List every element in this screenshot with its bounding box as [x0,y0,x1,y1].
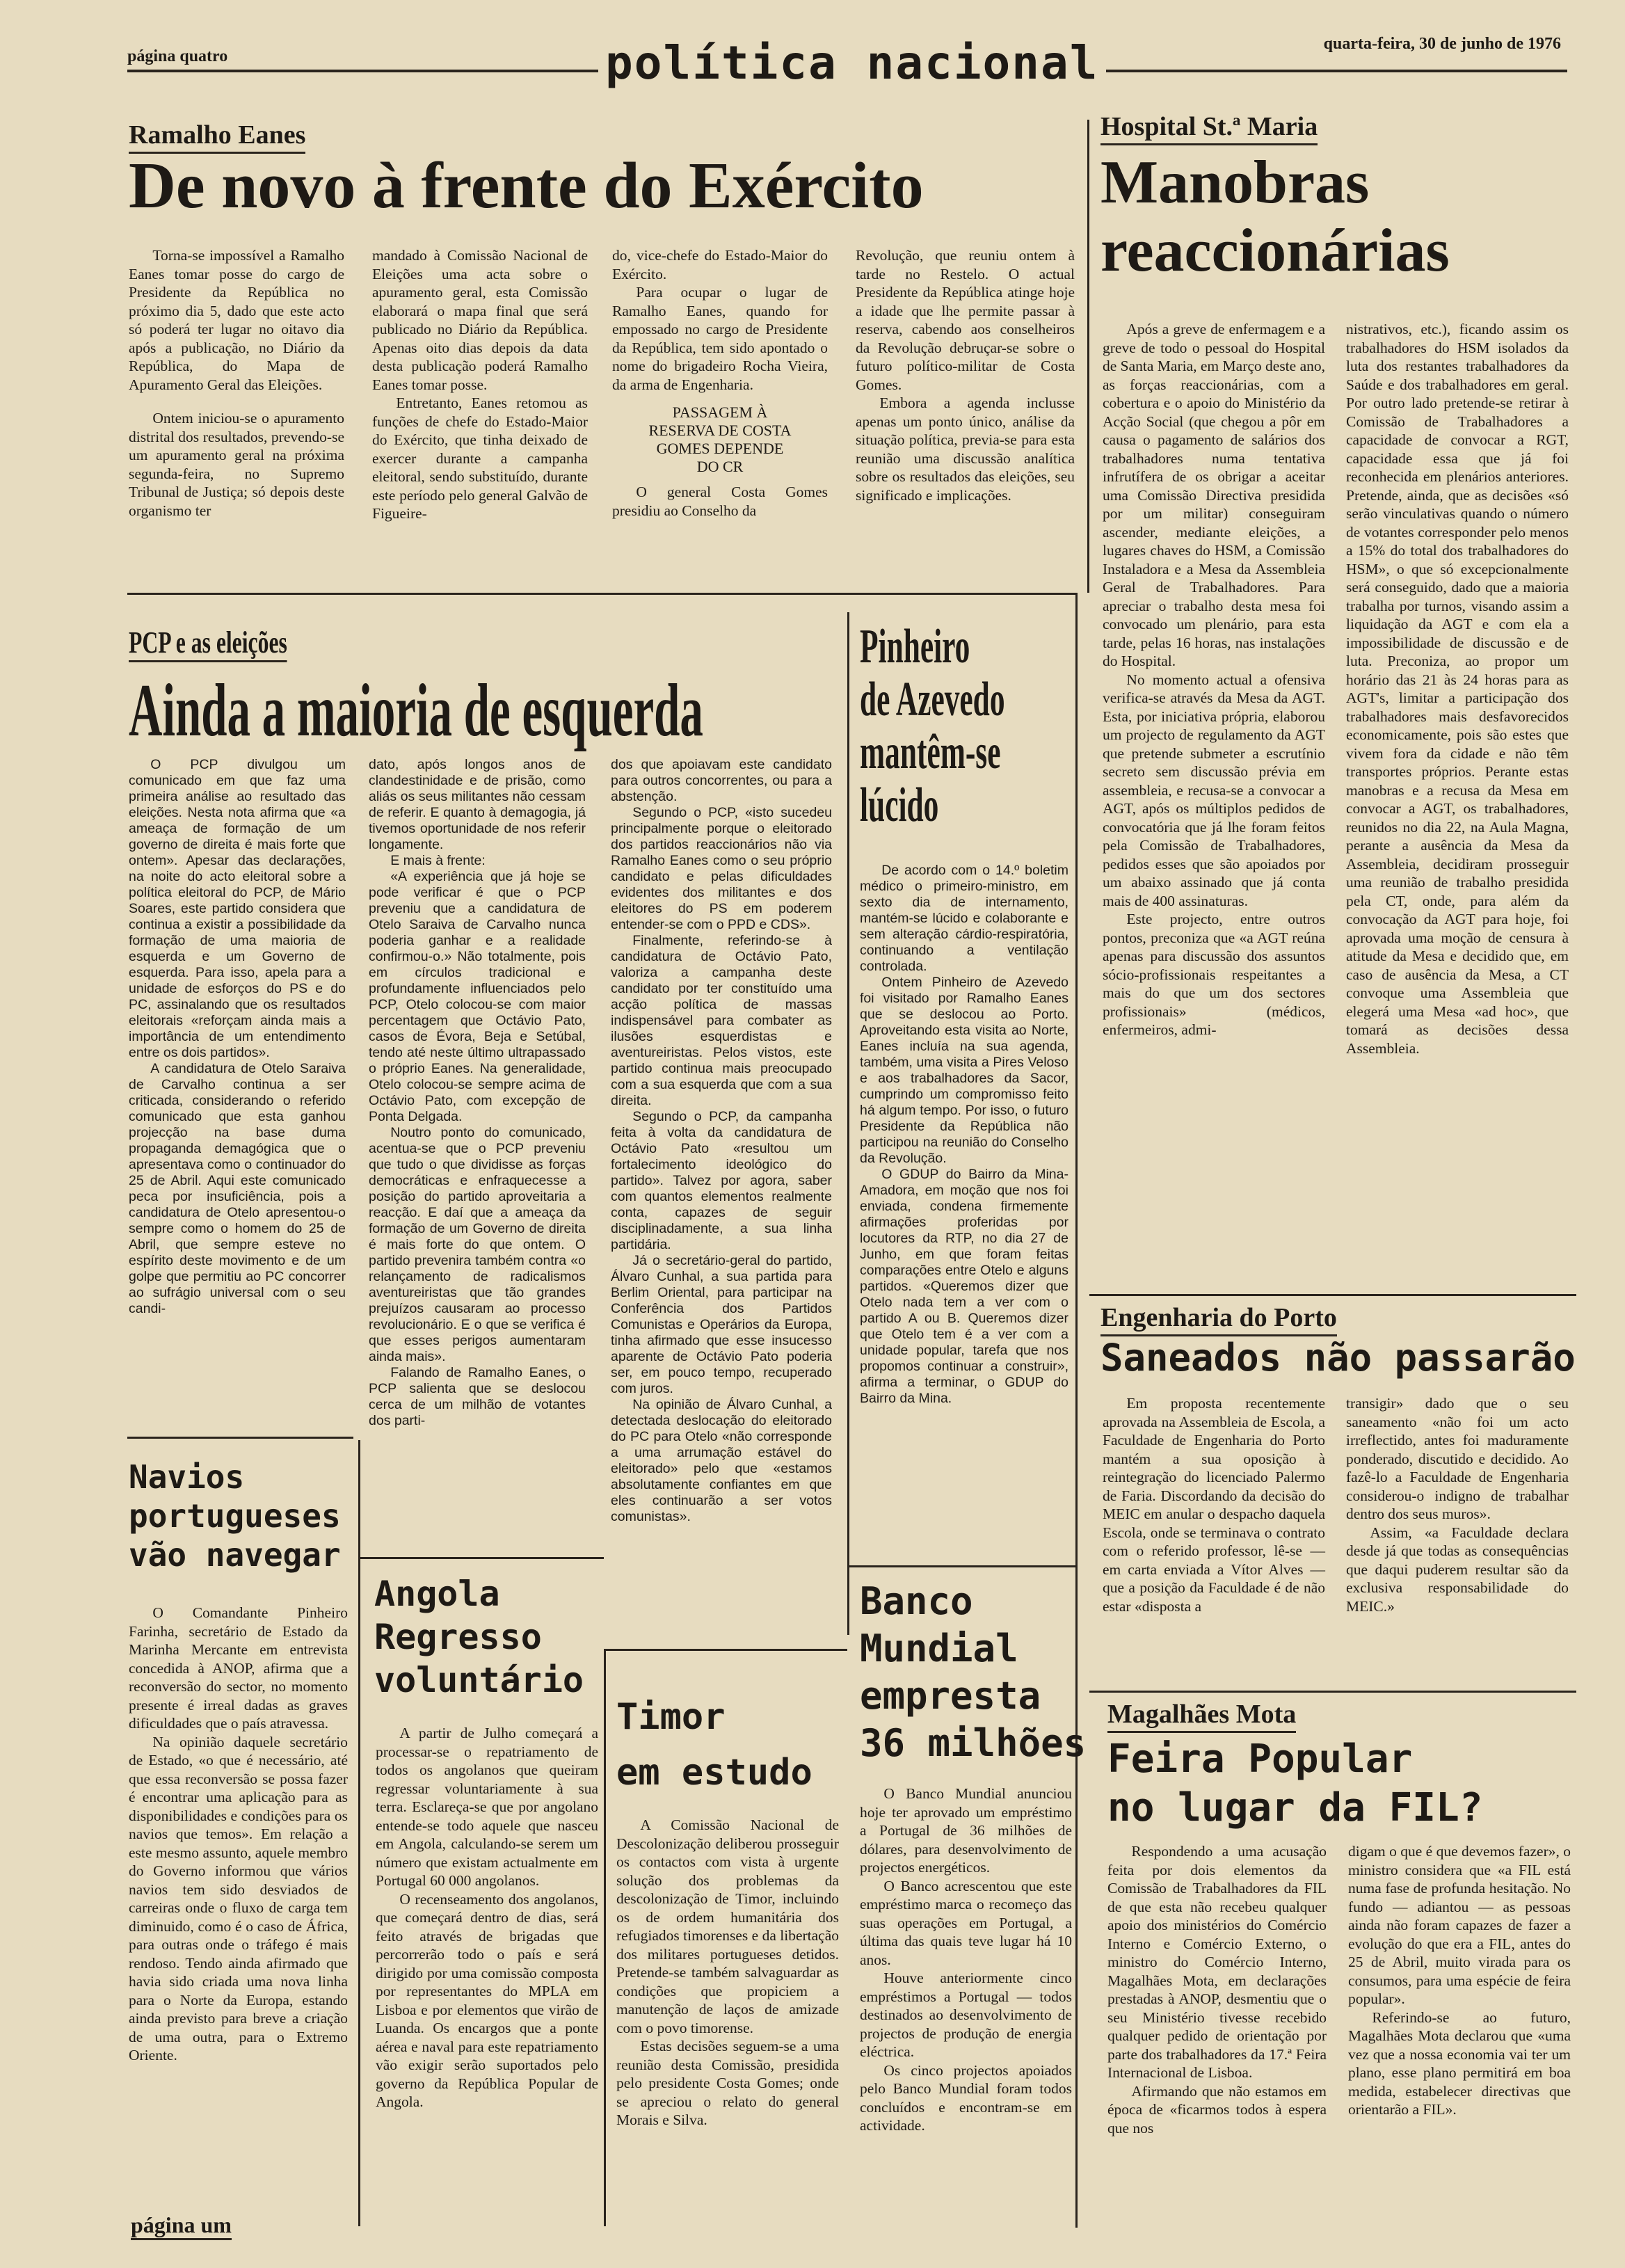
article-column: Respondendo a uma acusação feita por dois elementos da Comissão de Trabalhadores da FIL de que esta não recebeu qualquer apoio dos ministérios do Comércio Interno e Comércio Externo, o ministro do Comércio Interno, Magalhães Mota, em declarações prestadas à ANOP, desmentiu que o seu Ministério tivesse recebido qualquer pedido de orientação por parte dos trabalhadores da 17.ª Feira Internacional de Lisboa. Afirmando que não estamos em época de «ficarmos todos à espera que nos [1107,1843,1327,2137]
section-divider [127,593,1077,595]
article-column: O PCP divulgou um comunicado em que faz uma primeira análise ao resultado das eleições. Nesta nota afirma que «a ameaça de formação de um governo de direita é mais forte que ontem». Apesar das declarações, na noite do acto eleitoral sobre a política eleitoral do PCP, de Mário Soares, este partido considera que continua a existir a possibilidade da formação de uma maioria de esquerda e um Governo de esquerda. Para isso, apela para a unidade de esforços do PS e do PC, assinalando que os resultados eleitorais «reforçam ainda mais a importância de um entendimento entre os dois partidos». A candidatura de Otelo Saraiva de Carvalho continua a ser criticada, considerando o referido comunicado que esta ganhou projecção na base duma propaganda demagógica que o apresentava como o continuador do 25 de Abril. Aqui este comunicado peca por insuficiência, pois a candidatura de Otelo apresentou-o sempre como o homem do 25 de Abril, que sempre esteve no espírito deste movimento e de um golpe que permitiu ao PC concorrer ao sufrágio universal com o seu candi- [129,757,346,1316]
section-divider [604,1649,847,1651]
article-headline: Pinheiro de Azevedo mantêm-se lúcido [860,620,1005,832]
column-divider [847,612,849,1635]
article-kicker: PCP e as eleições [129,625,287,662]
article-column: O Comandante Pinheiro Farinha, secretário de Estado da Marinha Mercante em entrevista concedida à ANOP, afirma que a reconversão do sector, no momento presente é irreal dadas as graves dificuldades que o país atravessa. Na opinião daquele secretário de Estado, «o que é necessário, até que essa reconversão se possa fazer é encontrar uma aplicação para as disponibilidades e condições para os navios que temos». Em relação a este mesmo assunto, aquele membro do Governo informou que vários navios tem sido desviados de carreiras onde o fluxo de carga tem diminuido, como é o caso de África, para outras onde o tráfego é mais rendoso. Tendo ainda afirmado que havia sido criada uma nova linha para o Norte da Europa, estando ainda previsto para breve a criação de uma outra, para o Extremo Oriente. [129,1604,348,2063]
section-divider [127,1437,353,1439]
page-number-label: página quatro [127,47,228,65]
section-masthead: política nacional [598,36,1106,90]
article-headline: Feira Popular no lugar da FIL? [1107,1736,1483,1830]
article-headline: Navios portugueses vão navegar [129,1458,341,1574]
section-divider [847,1565,1077,1567]
article-column: transigir» dado que o seu saneamento «não foi um acto irreflectido, antes foi maduramente ponderado, discutido e decidido. Ao fazê-lo a Faculdade de Engenharia considerou-o indigno de trabalhar dentro dos seus muros». Assim, «a Faculdade declara desde já que todas as consequências que daqui puderem resultar são da exclusiva responsabilidade do MEIC.» [1346,1395,1569,1615]
footer-page-link: página um [131,2212,232,2240]
column-divider [604,1649,606,2226]
article-headline: Saneados não passarão [1100,1336,1576,1380]
article-column: Após a greve de enfermagem e a greve de todo o pessoal do Hospital de Santa Maria, em Março deste ano, as forças reaccionárias, com a cobertura e o apoio do Ministério da Acção Social (que chegou a pôr em causa o pagamento de salários dos trabalhadores numa tentativa infrutífera de os obrigar a aceitar uma Comissão Directiva presidida por um militar) conseguiram ascender, mediante eleições, a lugares chaves do HSM, a Comissão Instaladora e a Mesa da Assembleia Geral de Trabalhadores. Para apreciar o trabalho desta mesa foi convocado um plenário, para esta tarde, pelas 16 horas, nas instalações do Hospital. No momento actual a ofensiva verifica-se através da Mesa da AGT. Esta, por iniciativa própria, elaborou um projecto de regulamento da AGT que pretende submeter a escrutínio secreto sem discussão prévia em assembleia, e recusa-se a convocar a AGT, após os múltiplos pedidos de convocatória que já lhe foram feitos pela Comissão de Trabalhadores, pedidos esses que são apoiados por um abaixo assinado que já conta mais de 400 assinaturas. Este projecto, entre outros pontos, preconiza que «a AGT reúna apenas para discussão dos assuntos sócio-profissionais respeitantes a mais do que um dos sectores profissionais» (médicos, enfermeiros, admi- [1103,321,1325,1038]
article-column: A partir de Julho começará a processar-se o repatriamento de todos os angolanos que queiram regressar voluntariamente à sua terra. Esclareça-se que por angolano entende-se todo aquele que nasceu em Angola, calculando-se serem um número que existam actualmente em Portugal 60 000 angolanos. O recenseamento dos angolanos, que começará dentro de dias, será feito através de brigadas que percorrerão todo o país e será dirigido por uma comissão composta por representantes do MPLA em Lisboa e por elementos que virão de Luanda. Os encargos que a ponte aérea e naval para este repatriamento vão exigir serão suportados pelo governo da República Popular de Angola. [376,1725,598,2110]
article-column: mandado à Comissão Nacional de Eleições uma acta sobre o apuramento geral, esta Comissão elaborará o mapa final que será publicado no Diário da República. Apenas oito dias depois da data desta publicação poderá Ramalho Eanes tomar posse. Entretanto, Eanes retomou as funções de chefe do Estado-Maior do Exército, que tinha deixado de exercer durante a campanha eleitoral, sendo substituído, durante este período pelo general Galvão de Figueire- [372,247,588,522]
article-kicker: Engenharia do Porto [1100,1302,1337,1336]
column-divider [1087,120,1089,593]
article-column: De acordo com o 14.º boletim médico o primeiro-ministro, em sexto dia de internamento, mantém-se lúcido e colaborante e sem alteração cárdio-respiratória, continuando a ventilação controlada. Ontem Pinheiro de Azevedo foi visitado por Ramalho Eanes que se deslocou ao Porto. Aproveitando esta visita ao Norte, Eanes incluía na sua agenda, também, uma visita a Pires Veloso e aos trabalhadores da Sacor, cumprindo um compromisso feito há algum tempo. Por isso, o futuro Presidente da República não participou na reunião do Conselho da Revolução. O GDUP do Bairro da Mina-Amadora, em moção que nos foi enviada, condena firmemente afirmações proferidas por locutores da RTP, no dia 27 de Junho, em que foram feitas comparações entre Otelo e alguns partidos. «Queremos dizer que Otelo nada tem a ver com o partido A ou B. Queremos dizer que Otelo tem é a ver com a unidade popular, tarefa que nos propomos continuar a construir», afirma a terminar, o GDUP do Bairro da Mina. [860,863,1068,1406]
article-headline: De novo à frente do Exército [129,150,924,222]
issue-date: quarta-feira, 30 de junho de 1976 [1323,35,1561,53]
article-headline: Manobras reaccionárias [1100,149,1450,285]
article-kicker: Hospital St.ª Maria [1100,111,1318,145]
article-headline: Timor em estudo [616,1696,812,1794]
article-column: Em proposta recentemente aprovada na Assembleia de Escola, a Faculdade de Engenharia do Porto mantém a sua oposição à reintegração do licenciado Palermo de Faria. Discordando da decisão do MEIC em anular o despacho daquela Escola, onde se terminava o contrato com o referido professor, lê-se — em carta enviada a Vítor Alves — que a posição da Faculdade é de não estar «disposta a [1103,1395,1325,1615]
article-subheading: PASSAGEM À RESERVA DE COSTA GOMES DEPENDE DO CR [648,404,792,475]
article-headline: Angola Regresso voluntário [374,1574,584,1700]
section-divider [1089,1691,1576,1693]
article-kicker: Ramalho Eanes [129,120,305,154]
article-column: A Comissão Nacional de Descolonização deliberou prosseguir os contactos com vista à urgente solução dos problemas da descolonização de Timor, incluindo os de ordem humanitária dos refugiados timorenses e da libertação dos militares portugueses detidos. Pretende-se também salvaguardar as condições que propiciem a manutenção de laços de amizade com o povo timorense. Estas decisões seguem-se a uma reunião desta Comissão, presidida pelo presidente Costa Gomes; onde se apreciou o relato do general Morais e Silva. [616,1816,839,2128]
article-column: dato, após longos anos de clandestinidade e de prisão, como aliás os seus militantes não cessam de referir. E quanto à demagogia, já tivemos oportunidade de nos referir longamente. E mais à frente: «A experiência que já hoje se pode verificar é que o PCP preveniu que a candidatura de Otelo Saraiva de Carvalho nunca poderia ganhar e a realidade confirmou-o.» Não totalmente, pois em círculos tradicional e profundamente influenciados pelo PCP, Otelo colocou-se com maior percentagem que Octávio Pato, casos de Évora, Beja e Setúbal, tendo até neste último ultrapassado o próprio Eanes. Na generalidade, Otelo colocou-se sempre acima de Octávio Pato, com excepção de Ponta Delgada. Noutro ponto do comunicado, acentua-se que o PCP preveniu que tudo o que dividisse as forças democráticas e enfraquecesse a posição do partido aproveitaria a reacção. E daí que a ameaça da formação de um Governo de direita é mais forte do que ontem. O partido prevenira também contra «o relançamento de radicalismos aventureiristas que tão grandes prejuízos causaram ao processo revolucionário. E o que se verifica é que esses perigos aumentaram ainda mais». Falando de Ramalho Eanes, o PCP salienta que se deslocou cerca de um milhão de votantes dos parti- [369,757,586,1428]
article-column: dos que apoiavam este candidato para outros concorrentes, ou para a abstenção. Segundo o PCP, «isto sucedeu principalmente porque o eleitorado dos partidos reaccionários não via Ramalho Eanes como o seu próprio candidato e pelas dificuldades evidentes dos militantes e dos eleitores do PS em poderem entender-se com o PPD e CDS». Finalmente, referindo-se à candidatura de Octávio Pato, valoriza a campanha deste candidato por ter constituído uma acção política de massas indispensável para combater as ilusões esquerdistas e aventureiristas. Pelos vistos, este partido continua mais preocupado com a sua esquerda que com a sua direita. Segundo o PCP, da campanha feita à volta da candidatura de Octávio Pato «resultou um fortalecimento ideológico do partido». Talvez por agora, saber com quantos elementos realmente conta, capazes de seguir disciplinadamente, a sua linha partidária. Já o secretário-geral do partido, Álvaro Cunhal, a sua partida para Berlim Oriental, para participar na Conferência dos Partidos Comunistas e Operários da Europa, tinha afirmado que esse insucesso aparente de Octávio Pato poderia ser, em pouco tempo, recuperado com juros. Na opinião de Álvaro Cunhal, a detectada deslocação do eleitorado do PC para Otelo «não corresponde a uma arrumação estável do eleitorado» pelo que «estamos absolutamente confiantes em que eles continuarão a ser votos comunistas». [611,757,832,1524]
article-column: Torna-se impossível a Ramalho Eanes tomar posse do cargo de Presidente da República no próximo dia 5, dado que este acto só poderá ter lugar no oitavo dia após a publicação, no Diário da República, do Mapa de Apuramento Geral das Eleições. Ontem iniciou-se o apuramento distrital dos resultados, prevendo-se um apuramento geral na próxima segunda-feira, no Supremo Tribunal de Justiça; só depois deste organismo ter [129,247,344,519]
article-column: O Banco Mundial anunciou hoje ter aprovado um empréstimo a Portugal de 36 milhões de dólares, para desenvolvimento de projectos energéticos. O Banco acrescentou que este empréstimo marca o recomeço das suas operações em Portugal, a última das quais teve lugar há 10 anos. Houve anteriormente cinco empréstimos a Portugal — todos destinados ao desenvolvimento de projectos de produção de energia eléctrica. Os cinco projectos apoiados pelo Banco Mundial foram todos concluídos e encontram-se em actividade. [860,1785,1072,2134]
article-column: do, vice-chefe do Estado-Maior do Exército. Para ocupar o lugar de Ramalho Eanes, quando for empossado no cargo de Presidente da República, tem sido apontado o nome do brigadeiro Rocha Vieira, da arma de Engenharia. PASSAGEM À RESERVA DE COSTA GOMES DEPENDE DO CR O general Costa Gomes presidiu ao Conselho da [612,247,828,519]
column-divider [1075,593,1078,2228]
section-divider [360,1557,604,1559]
article-column: nistrativos, etc.), ficando assim os trabalhadores do HSM isolados da luta dos restantes trabalhadores da Saúde e dos trabalhadores em geral. Por outro lado pretende-se retirar à Comissão de Trabalhadores a capacidade de convocar a RGT, capacidade essa que já foi reconhecida em plenários anteriores. Pretende, ainda, que as decisões «só serão vinculativas quando o número de votantes corresponder pelo menos a 15% do total dos trabalhadores do HSM», o que só excepcionalmente será conseguido, dado que a maioria trabalha por turnos, visando assim a liquidação da AGT e com ela a impossibilidade de discussão e de luta. Preconiza, ao propor um horário das 21 às 24 horas para as AGT's, limitar a participação dos trabalhadores mais desfavorecidos economicamente, pois são estes que vivem fora da cidade e não têm transportes próprios. Perante estas manobras e a recusa da Mesa em convocar a AGT, os trabalhadores, reunidos no dia 22, na Aula Magna, perante a ausência da Mesa da Assembleia, decidiram prosseguir uma reunião de trabalho presidida pela CT, onde, para além da convocação da AGT para hoje, foi aprovada uma moção de censura à atitude da Mesa e decidido que, em caso de ausência da Mesa, a CT convoque uma Assembleia que elegerá uma Mesa «ad hoc», que tomará as decisões dessa Assembleia. [1346,321,1569,1057]
article-headline: Ainda a maioria de esquerda [129,669,703,752]
article-kicker: Magalhães Mota [1107,1699,1296,1733]
article-column: Revolução, que reuniu ontem à tarde no Restelo. O actual Presidente da República atinge hoje a idade que lhe permite passar à reserva, cabendo aos conselheiros da Revolução debruçar-se sobre o futuro político-militar de Costa Gomes. Embora a agenda inclusse apenas um ponto único, análise da situação política, previa-se para esta reunião uma discussão analítica sobre os resultados das eleições, seu significado e implicações. [856,247,1075,504]
section-divider [1089,1294,1576,1296]
article-column: digam o que é que devemos fazer», o ministro considera que «a FIL está numa fase de profunda hesitação. No fundo — adiantou — as pessoas ainda não foram capazes de fazer a evolução do que era a FIL, antes do 25 de Abril, muito virada para os consumos, para uma espécie de feira popular». Referindo-se ao futuro, Magalhães Mota declarou que «uma vez que a nossa economia vai ter um plano, esse plano permitirá em boa medida, estabelecer directivas que orientarão a FIL». [1348,1843,1571,2118]
article-headline: Banco Mundial empresta 36 milhões [860,1579,1087,1765]
